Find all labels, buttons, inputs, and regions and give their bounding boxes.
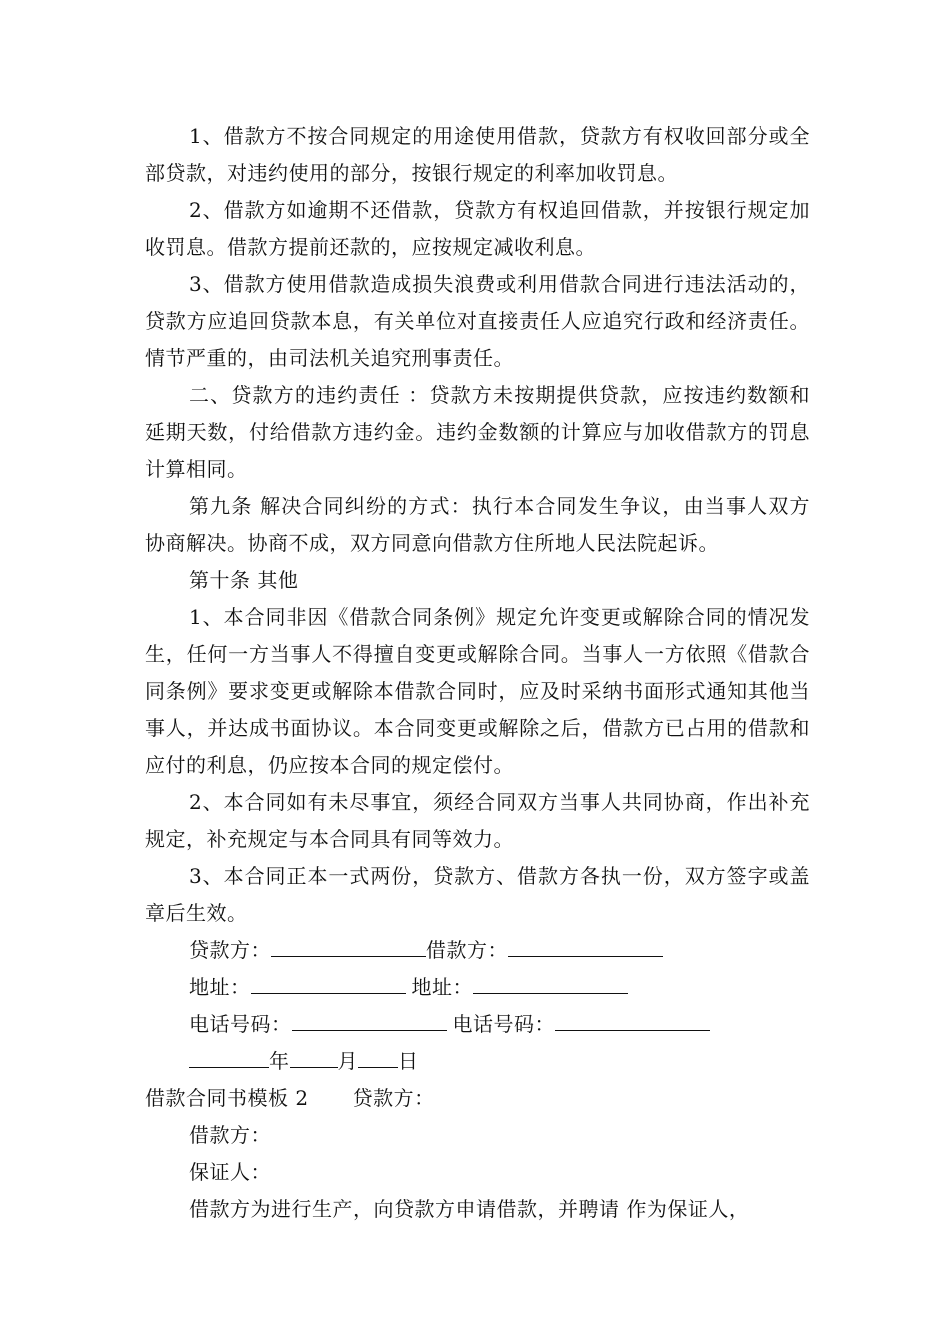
borrower-phone-label: 电话号码： [452,1012,555,1036]
borrower-address-label: 地址： [411,975,473,999]
article-10-item-1: 1、本合同非因《借款合同条例》规定允许变更或解除合同的情况发生，任何一方当事人不得擅自变更或解除合同。当事人一方依照《借款合同条例》要求变更或解除本借款合同时，应及时采纳书面形式通知其他当事人，并达成书面协议。本合同变更或解除之后，借款方已占用的借款和应付的利息，仍应按本合同的规定偿付。 [145,605,810,777]
day-blank [358,1066,398,1068]
lender-address-label: 地址： [189,975,251,999]
clause-paragraph-3: 3、借款方使用借款造成损失浪费或利用借款合同进行违法活动的，贷款方应追回贷款本息，有关单位对直接责任人应追究行政和经济责任。情节严重的，由司法机关追究刑事责任。 [145,272,810,370]
clause-paragraph-2: 2、借款方如逾期不还借款，贷款方有权追回借款，并按银行规定加收罚息。借款方提前还款的，应按规定减收利息。 [145,198,810,259]
year-label: 年 [269,1049,290,1073]
day-label: 日 [398,1049,419,1073]
borrower-phone-blank [555,1029,710,1031]
lender-phone-blank [292,1029,447,1031]
month-label: 月 [337,1049,358,1073]
template-2-lender-label: 贷款方： [352,1086,435,1110]
clause-paragraph-1: 1、借款方不按合同规定的用途使用借款，贷款方有权收回部分或全部贷款，对违约使用的部分，按银行规定的利率加收罚息。 [145,124,810,185]
template-2-borrower-label: 借款方： [189,1123,271,1147]
month-blank [290,1066,338,1068]
article-10-item-3: 3、本合同正本一式两份，贷款方、借款方各执一份，双方签字或盖章后生效。 [145,864,810,925]
lender-address-blank [251,992,406,994]
article-9-dispute-resolution: 第九条 解决合同纠纷的方式：执行本合同发生争议，由当事人双方协商解决。协商不成，双方同意向借款方住所地人民法院起诉。 [145,494,810,555]
signature-date-row [145,1043,810,1080]
signature-party-row [145,932,810,969]
document-body [145,118,810,1228]
lender-signature-label: 贷款方： [189,938,271,962]
template-2-guarantor-label: 保证人： [189,1160,271,1184]
signature-address-row [145,969,810,1006]
borrower-signature-label: 借款方： [426,938,508,962]
lender-signature-blank [271,955,426,957]
article-10-item-2: 2、本合同如有未尽事宜，须经合同双方当事人共同协商，作出补充规定，补充规定与本合同具有同等效力。 [145,790,810,851]
template-2-heading-row [145,1080,810,1117]
borrower-signature-blank [508,955,663,957]
lender-liability-paragraph: 二、贷款方的违约责任 ：贷款方未按期提供贷款，应按违约数额和延期天数，付给借款方违约金。违约金数额的计算应与加收借款方的罚息计算相同。 [145,383,810,481]
template-2-intro-paragraph: 借款方为进行生产，向贷款方申请借款，并聘请 作为保证人， [189,1197,750,1221]
signature-phone-row [145,1006,810,1043]
lender-phone-label: 电话号码： [189,1012,292,1036]
template-2-guarantor-row [145,1154,810,1191]
year-blank [189,1066,269,1068]
template-2-title: 借款合同书模板 2 [145,1086,309,1110]
template-2-borrower-row [145,1117,810,1154]
article-10-heading: 第十条 其他 [189,568,299,592]
borrower-address-blank [473,992,628,994]
